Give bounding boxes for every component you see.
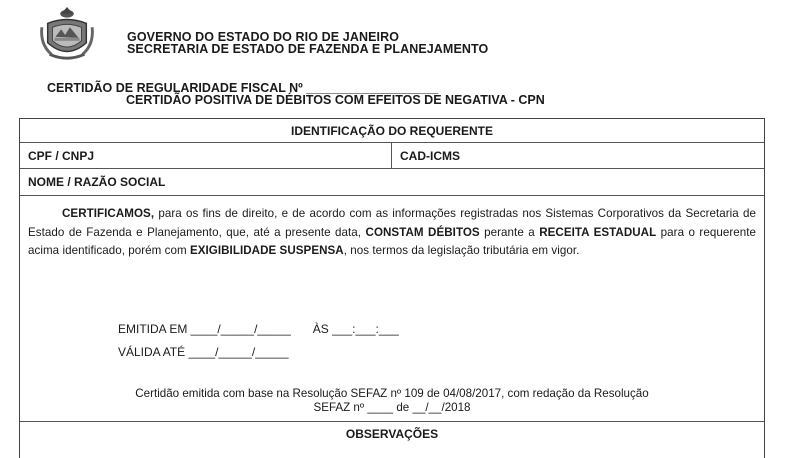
requester-identification-heading: IDENTIFICAÇÃO DO REQUERENTE xyxy=(20,119,764,143)
paragraph-text-2: perante a xyxy=(479,225,540,239)
paragraph-text-4: , nos termos da legislação tributária em vigor. xyxy=(343,244,580,257)
legal-basis-line-1: Certidão emitida com base na Resolução SEFAZ nº 109 de 04/08/2017, com redação da Resolução xyxy=(135,387,649,400)
cpf-cad-row xyxy=(20,143,764,169)
valida-ate-field: VÁLIDA ATÉ ____/_____/_____ xyxy=(118,345,289,359)
column-divider xyxy=(391,143,392,169)
certificate-subtitle: CERTIDÃO POSITIVA DE DÉBITOS COM EFEITOS DE NEGATIVA - CPN xyxy=(126,93,545,107)
receita-estadual-text: RECEITA ESTADUAL xyxy=(539,225,657,239)
certificate-form-frame xyxy=(19,118,765,458)
name-row xyxy=(20,169,764,196)
legal-basis-note xyxy=(20,387,764,415)
certificate-heading xyxy=(47,82,545,106)
observations-divider xyxy=(20,421,764,422)
cad-icms-label: CAD-ICMS xyxy=(400,149,460,163)
certification-paragraph xyxy=(28,205,756,261)
secretariat-name: SECRETARIA DE ESTADO DE FAZENDA E PLANEJAMENTO xyxy=(127,42,489,56)
constam-debitos-text: CONSTAM DÉBITOS xyxy=(365,225,480,239)
issued-row xyxy=(118,318,399,341)
observations-heading: OBSERVAÇÕES xyxy=(345,427,439,441)
paragraph-text-1: para os fins de direito, e de acordo com as informações registradas nos Sistemas Corporativos da Secretaria de Estado de Fazenda e Planejamento, que, até a presente data, xyxy=(28,207,756,239)
certificate-title: CERTIDÃO DE REGULARIDADE FISCAL Nº ___________________ xyxy=(47,81,439,95)
emitida-em-field: EMITIDA EM ____/_____/_____ xyxy=(118,322,291,336)
nome-razao-social-label: NOME / RAZÃO SOCIAL xyxy=(28,175,166,189)
government-name: GOVERNO DO ESTADO DO RIO DE JANEIRO xyxy=(127,30,400,44)
date-fields xyxy=(118,318,399,364)
paragraph-text-3: para o requerente acima identificado, porém com xyxy=(28,225,757,257)
as-time-field: ÀS ___:___:___ xyxy=(312,322,399,336)
government-header xyxy=(127,31,488,55)
state-coat-of-arms-seal xyxy=(38,6,96,64)
exigibilidade-suspensa-text: EXIGIBILIDADE SUSPENSA xyxy=(189,244,344,257)
certificamos-word: CERTIFICAMOS, xyxy=(62,207,155,220)
legal-basis-line-2: SEFAZ nº ____ de __/__/2018 xyxy=(313,401,471,414)
cpf-cnpj-label: CPF / CNPJ xyxy=(28,149,95,163)
